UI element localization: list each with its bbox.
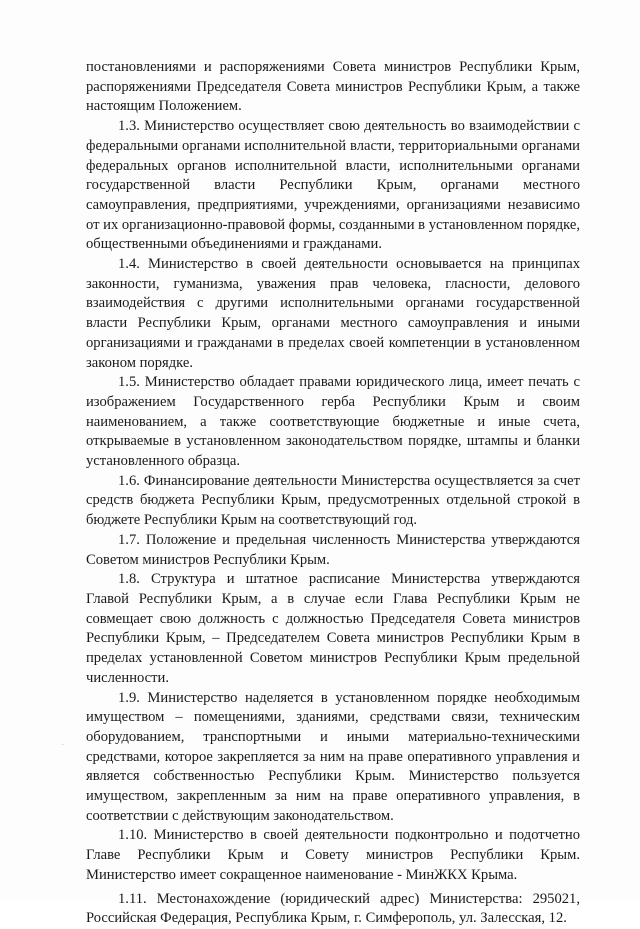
paragraph-1-10: 1.10. Министерство в своей деятельности подконтрольно и подотчетно Главе Республики Крым и Совету министров Республики Крым. Министерство имеет сокращенное наименование - МинЖКХ Крыма. bbox=[86, 827, 580, 883]
paragraph-1-8: 1.8. Структура и штатное расписание Министерства утверждаются Главой Республики Крым, а в случае если Глава Республики Крым не совмещает свою должность с должностью Председателя Совета министров Республики Крым, – Председателем Совета министров Республики Крым в пределах установленной Советом министров Республики Крым предельной численности. bbox=[86, 571, 580, 686]
paragraph-1-4: 1.4. Министерство в своей деятельности основывается на принципах законности, гуманизма, уважения прав человека, гласности, делового взаимодействия с другими исполнительными органами государственной власти Республики Крым, органами местного самоуправления и иными организациями и гражданами в пределах своей компетенции в установленном законом порядке. bbox=[86, 256, 580, 371]
paragraph-intro: постановлениями и распоряжениями Совета министров Республики Крым, распоряжениями Председателя Совета министров Республики Крым, а также настоящим Положением. bbox=[86, 59, 580, 115]
paragraph-1-7: 1.7. Положение и предельная численность Министерства утверждаются Советом министров Республики Крым. bbox=[86, 531, 580, 568]
paragraph-1-11: 1.11. Местонахождение (юридический адрес) Министерства: 295021, Российская Федерация, Республика Крым, г. Симферополь, ул. Залесская, 12. bbox=[86, 890, 580, 927]
paragraph-1-6: 1.6. Финансирование деятельности Министерства осуществляется за счет средств бюджета Республики Крым, предусмотренных отдельной строкой в бюджете Республики Крым на соответствующий год. bbox=[86, 472, 580, 529]
scan-speck: · bbox=[62, 742, 64, 749]
paragraph-1-9: 1.9. Министерство наделяется в установленном порядке необходимым имуществом – помещениями, зданиями, средствами связи, техническим оборудованием, транспортными и иными материально-техническими средствами, которое закрепляется за ним на праве оперативного управления и является собственностью Республики Крым. Министерство пользуется имуществом, закрепленным за ним на праве оперативного управления, в соответствии с действующим законодательством. bbox=[86, 689, 580, 824]
paragraph-1-5: 1.5. Министерство обладает правами юридического лица, имеет печать с изображением Государственного герба Республики Крым и своим наименованием, а также соответствующие бюджетные и иные счета, открываемые в установленном законодательством порядке, штампы и бланки установленного образца. bbox=[86, 374, 580, 470]
document-body bbox=[86, 58, 580, 929]
paragraph-1-3: 1.3. Министерство осуществляет свою деятельность во взаимодействии с федеральными органами исполнительной власти, территориальными органами федеральных органов исполнительной власти, исполнительными органами государственной власти Республики Крым, органами местного самоуправления, предприятиями, учреждениями, организациями независимо от их организационно-правовой формы, созданными в установленном порядке, общественными объединениями и гражданами. bbox=[86, 118, 581, 253]
